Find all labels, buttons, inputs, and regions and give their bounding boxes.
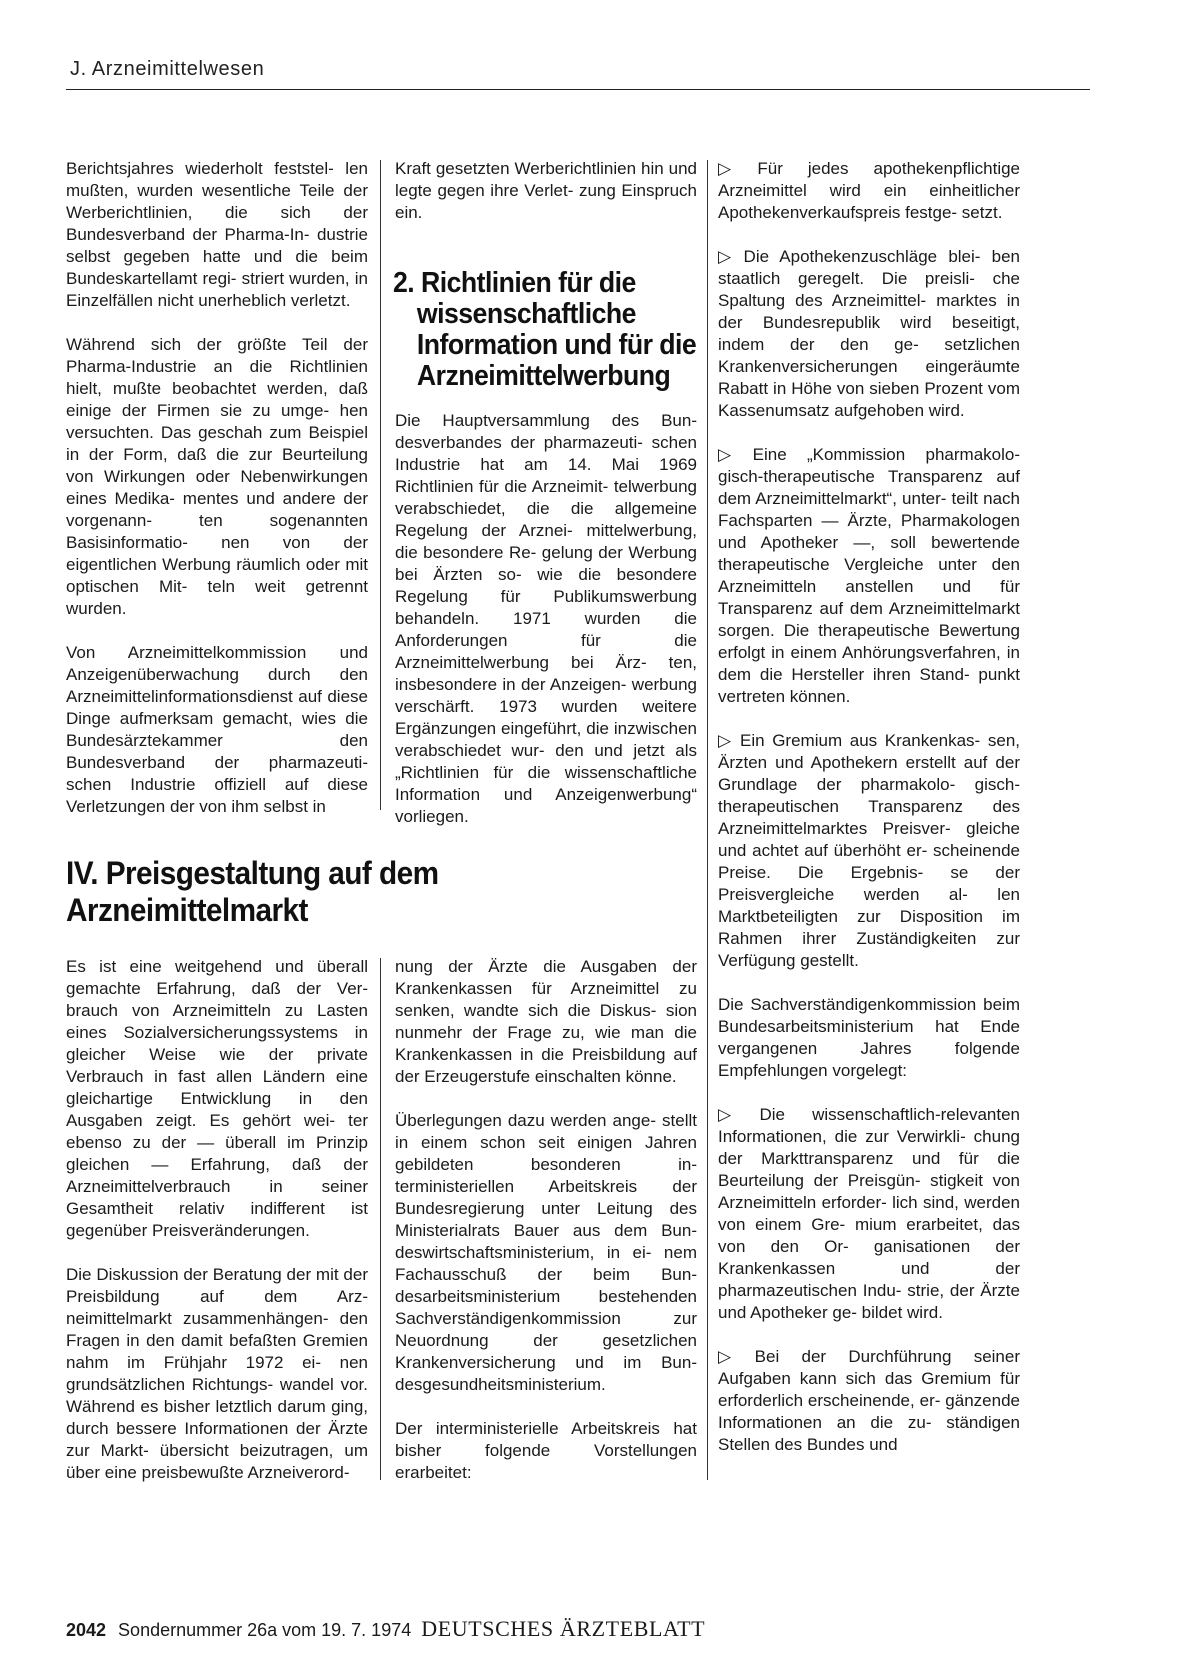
paragraph-text: Für jedes apothekenpflichtige Arzneimittel wird ein einheitlicher Apothekenverkaufspreis festge- setzt.	[718, 159, 1020, 222]
paragraph: Überlegungen dazu werden ange- stellt in einem schon seit einigen Jahren gebildeten besonderen in- terministeriellen Arbeitskreis der Bundesregierung unter Leitung des Ministerialrats Bauer aus dem Bun- deswirtschaftsministerium, in ei- nem Fachausschuß der beim Bun- desarbeitsministerium bestehenden Sachverständigenkommission zur Neuordnung der gesetzlichen Krankenversicherung und im Bun- desgesundheitsministerium.	[395, 1111, 697, 1394]
column-divider-1-top	[380, 160, 381, 810]
paragraph: Die Diskussion der Beratung der mit der Preisbildung auf dem Arz- neimittelmarkt zusammenhängen- den Fragen in den damit befaßten Gremien nahm im Frühjahr 1972 ei- nen grundsätzlichen Richtungs- wandel vor. Während es bisher letztlich darum ging, durch bessere Informationen der Ärzte zur Markt- übersicht beizutragen, um über eine preisbewußte Arzneiverord-	[66, 1265, 368, 1482]
heading-line: 2. Richtlinien für die	[393, 267, 636, 299]
paragraph-text: Die wissenschaftlich-relevanten Informationen, die zur Verwirkli- chung der Markttransparenz und für die Beurteilung der Preisgün- stigkeit von Arzneimitteln erforder- lich sind, werden von einem Gre- mium erarbeitet, das von den Or- ganisationen der Krankenkassen und der pharmazeutischen Indu- strie, der Ärzte und Apotheker ge- bildet wird.	[718, 1105, 1020, 1322]
paragraph-text: Ein Gremium aus Krankenkas- sen, Ärzten und Apothekern erstellt auf der Grundlage der pharmakolo- gisch-therapeutischen Transparenz des Arzneimittelmarktes Preisver- gleiche und achtet auf überhöht er- scheinende Preise. Die Ergebnis- se der Preisvergleiche werden al- len Marktbeteiligten zur Disposition im Rahmen ihrer Zuständigkeiten zur Verfügung gestellt.	[718, 731, 1020, 970]
paragraph: Berichtsjahres wiederholt feststel- len mußten, wurden wesentliche Teile der Werberichtlinien, die sich der Bundesverband der Pharma-In- dustrie selbst gegeben hatte und die beim Bundeskartellamt regi- striert wurden, in Einzelfällen nicht unerheblich verletzt.	[66, 159, 368, 310]
paragraph: nung der Ärzte die Ausgaben der Krankenkassen für Arzneimittel zu senken, wandte sich die Diskus- sion nunmehr der Frage zu, wie man die Krankenkassen in die Preisbildung auf der Erzeugerstufe einschalten könne.	[395, 957, 697, 1086]
header-rule	[66, 89, 1090, 90]
column-3	[718, 158, 1020, 1456]
triangle-bullet-icon: ▷	[718, 159, 752, 178]
bullet-paragraph	[718, 246, 1020, 422]
paragraph: Kraft gesetzten Werberichtlinien hin und legte gegen ihre Verlet- zung Einspruch ein.	[395, 159, 697, 222]
column-2-bottom	[395, 956, 697, 1484]
bullet-paragraph	[718, 1346, 1020, 1456]
paragraph: Von Arzneimittelkommission und Anzeigenüberwachung durch den Arzneimittelinformationsdienst auf diese Dinge aufmerksam gemacht, wies die Bundesärztekammer den Bundesverband der pharmazeuti- schen Industrie offiziell auf diese Verletzungen der von ihm selbst in	[66, 643, 368, 816]
paragraph-text: Die Sachverständigenkommission beim Bundesarbeitsministerium hat Ende vergangenen Jahres folgende Empfehlungen vorgelegt:	[718, 995, 1020, 1080]
heading-line: IV. Preisgestaltung auf dem	[66, 855, 439, 891]
column-divider-1-bottom	[380, 958, 381, 1480]
column-divider-2	[707, 160, 708, 1480]
paragraph-text: Bei der Durchführung seiner Aufgaben kann sich das Gremium für erforderlich erscheinende, er- gänzende Informationen an die zu- ständigen Stellen des Bundes und	[718, 1347, 1020, 1454]
paragraph-text: Die Apothekenzuschläge blei- ben staatlich geregelt. Die preisli- che Spaltung des Arzneimittel- marktes in der Bundesrepublik wird beseitigt, indem der den ge- setzlichen Krankenversicherungen eingeräumte Rabatt in Höhe von sieben Prozent vom Kassenumsatz aufgehoben wird.	[718, 247, 1020, 420]
running-head: J. Arzneimittelwesen	[70, 58, 265, 80]
column-2-top-body	[395, 410, 697, 828]
column-1-bottom	[66, 956, 368, 1484]
section-4-heading	[66, 855, 438, 929]
heading-line: Arzneimittelwerbung	[416, 360, 671, 392]
triangle-bullet-icon: ▷	[718, 247, 738, 266]
magazine-title: DEUTSCHES ÄRZTEBLATT	[421, 1616, 706, 1641]
triangle-bullet-icon: ▷	[718, 731, 734, 750]
paragraph: Die Hauptversammlung des Bun- desverbandes der pharmazeuti- schen Industrie hat am 14. Mai 1969 Richtlinien für die Arzneimit- telwerbung verabschiedet, die die allgemeine Regelung der Arznei- mittelwerbung, die besondere Re- gelung der Werbung bei Ärzten so- wie die besondere Regelung für Publikumswerbung behandeln. 1971 wurden die Anforderungen für die Arzneimittelwerbung bei Ärz- ten, insbesondere in der Anzeigen- werbung verschärft. 1973 wurden weitere Ergänzungen eingeführt, die inzwischen verabschiedet wur- den und jetzt als „Richtlinien für die wissenschaftliche Information und Anzeigenwerbung“ vorliegen.	[395, 411, 697, 826]
paragraph: Es ist eine weitgehend und überall gemachte Erfahrung, daß der Ver- brauch von Arzneimitteln zu Lasten eines Sozialversicherungssystems in gleicher Weise wie der private Verbrauch in fast allen Ländern eine gleichartige Entwicklung in den Ausgaben zeigt. Es gehört wei- ter ebenso zu der — überall im Prinzip gleichen — Erfahrung, daß der Arzneimittelverbrauch in seiner Gesamtheit relativ indifferent ist gegenüber Preisveränderungen.	[66, 957, 368, 1240]
heading-line: wissenschaftliche	[416, 298, 636, 330]
section-2-heading	[393, 268, 696, 392]
triangle-bullet-icon: ▷	[718, 1105, 754, 1124]
bullet-paragraph	[718, 730, 1020, 972]
triangle-bullet-icon: ▷	[718, 445, 747, 464]
bullet-paragraph	[718, 1104, 1020, 1324]
bullet-paragraph	[718, 158, 1020, 224]
paragraph: Der interministerielle Arbeitskreis hat bisher folgende Vorstellungen erarbeitet:	[395, 1419, 697, 1482]
page-number: 2042	[66, 1620, 107, 1640]
column-1-top	[66, 158, 368, 818]
heading-line: Information und für die	[416, 329, 697, 361]
paragraph-text: Eine „Kommission pharmakolo- gisch-therapeutische Transparenz auf dem Arzneimittelmarkt“, unter- teilt nach Fachsparten — Ärzte, Pharmakologen und Apotheker —, soll bewertende therapeutische Vergleiche unter den Arzneimitteln anstellen und für Transparenz auf dem Arzneimittelmarkt sorgen. Die therapeutische Bewertung erfolgt in einem Anhörungsverfahren, in dem die Hersteller ihren Stand- punkt vertreten können.	[718, 445, 1021, 706]
column-2-top	[395, 158, 697, 224]
triangle-bullet-icon: ▷	[718, 1347, 749, 1366]
heading-line: Arzneimittelmarkt	[66, 892, 308, 928]
issue-info: Sondernummer 26a vom 19. 7. 1974	[118, 1620, 412, 1640]
paragraph: Während sich der größte Teil der Pharma-Industrie an die Richtlinien hielt, mußte beobachtet werden, daß einige der Firmen sie zu umge- hen versuchten. Das geschah zum Beispiel in der Form, daß die zur Beurteilung von Wirkungen oder Nebenwirkungen eines Medika- mentes und andere der vorgenann- ten sogenannten Basisinformatio- nen von der eigentlichen Werbung räumlich oder mit optischen Mit- teln weit getrennt wurden.	[66, 335, 368, 618]
page-footer	[66, 1616, 705, 1642]
bullet-paragraph	[718, 444, 1020, 708]
paragraph	[718, 994, 1020, 1082]
